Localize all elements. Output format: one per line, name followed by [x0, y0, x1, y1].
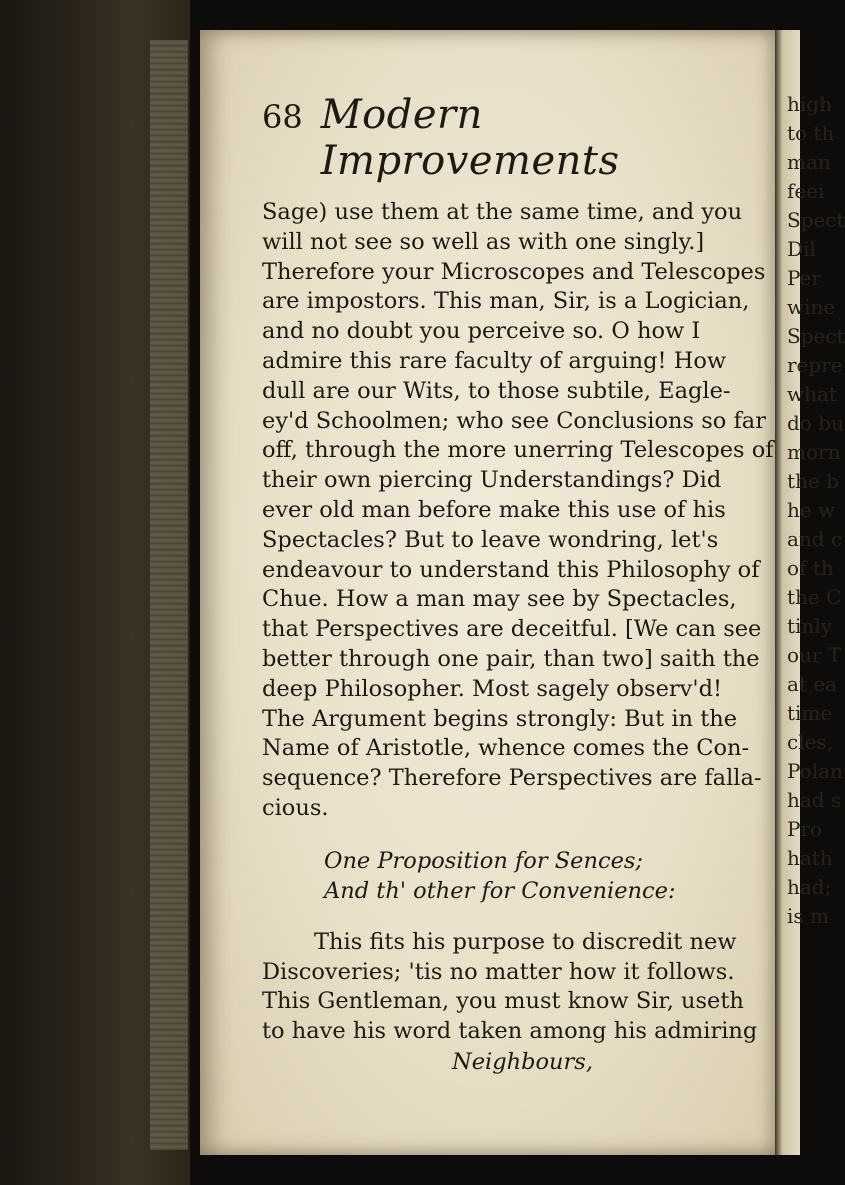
text-line: Chue. How a man may see by Spectacles,	[262, 586, 737, 613]
paragraph-2	[262, 928, 762, 1047]
text-line: sequence? Therefore Perspectives are falla-	[262, 765, 762, 792]
next-page-fragment: tinly	[787, 614, 833, 638]
text-line: Name of Aristotle, whence comes the Con-	[262, 735, 750, 762]
page-text	[262, 92, 774, 1077]
text-line: admire this rare faculty of arguing! How	[262, 347, 727, 374]
text-line: cious.	[262, 794, 329, 821]
next-page-fragment: the C	[787, 585, 842, 609]
text-line: better through one pair, than two] saith the	[262, 645, 760, 672]
next-page-fragment: morn	[787, 440, 841, 464]
page-header	[262, 92, 762, 184]
text-line: will not see so well as with one singly.]	[262, 228, 705, 255]
text-line: their own piercing Understandings? Did	[262, 467, 722, 494]
next-page-fragment: is m	[787, 904, 829, 928]
heading-line: And th' other for Convenience:	[324, 877, 676, 904]
next-page-fragment: repre	[787, 353, 843, 377]
next-page-fragment: Pro	[787, 817, 823, 841]
next-page-fragment: had;	[787, 875, 832, 899]
heading-line: One Proposition for Sences;	[324, 847, 644, 874]
text-line: deep Philosopher. Most sagely observ'd!	[262, 675, 723, 702]
next-page-edge	[775, 30, 845, 1155]
next-page-fragment: feei	[787, 179, 825, 203]
next-page-fragment: and c	[787, 527, 843, 551]
text-line: ey'd Schoolmen; who see Conclusions so far	[262, 407, 766, 434]
next-page-fragment: our T	[787, 643, 842, 667]
next-page-fragment: he w	[787, 498, 836, 522]
text-line: Discoveries; 'tis no matter how it follows.	[262, 958, 735, 985]
text-line: that Perspectives are deceitful. [We can see	[262, 616, 762, 643]
text-line: ever old man before make this use of his	[262, 496, 726, 523]
next-page-fragment: Spect	[787, 324, 845, 348]
next-page-fragment: what	[787, 382, 837, 406]
page-edges	[150, 40, 188, 1150]
catchword: Neighbours,	[452, 1048, 593, 1075]
text-line: dull are our Wits, to those subtile, Eagle-	[262, 377, 731, 404]
next-page-fragment: Dil	[787, 237, 816, 261]
next-page-fragment: man	[787, 150, 831, 174]
next-page-fragment: at ea	[787, 672, 838, 696]
next-page-text	[787, 90, 845, 931]
text-line: to have his word taken among his admiring	[262, 1018, 758, 1045]
text-line: The Argument begins strongly: But in the	[262, 705, 738, 732]
text-line: are impostors. This man, Sir, is a Logician,	[262, 288, 750, 315]
text-line: Therefore your Microscopes and Telescopes	[262, 258, 766, 285]
next-page-fragment: had s	[787, 788, 842, 812]
paragraph-1	[262, 198, 774, 824]
next-page-fragment: do bu	[787, 411, 844, 435]
next-page-fragment: Polan	[787, 759, 843, 783]
text-line: endeavour to understand this Philosophy of	[262, 556, 760, 583]
text-line: Sage) use them at the same time, and you	[262, 199, 743, 225]
next-page-fragment: high	[787, 92, 832, 116]
next-page-fragment: to th	[787, 121, 835, 145]
text-line: This fits his purpose to discredit new	[314, 928, 737, 955]
text-line: Spectacles? But to leave wondring, let's	[262, 526, 719, 553]
next-page-fragment: of th	[787, 556, 834, 580]
section-heading	[262, 846, 762, 906]
next-page-fragment: Spect	[787, 208, 845, 232]
next-page-fragment: cles,	[787, 730, 834, 754]
next-page-fragment: the b	[787, 469, 839, 493]
text-line: off, through the more unerring Telescopes of	[262, 437, 774, 464]
next-page-fragment: time	[787, 701, 833, 725]
running-head: Modern Improvements	[320, 92, 620, 184]
next-page-fragment: Per	[787, 266, 821, 290]
text-line: This Gentleman, you must know Sir, useth	[262, 988, 744, 1015]
next-page-fragment: hath	[787, 846, 833, 870]
text-line: and no doubt you perceive so. O how I	[262, 318, 701, 345]
page-number: 68	[262, 98, 303, 136]
next-page-fragment: wine	[787, 295, 836, 319]
